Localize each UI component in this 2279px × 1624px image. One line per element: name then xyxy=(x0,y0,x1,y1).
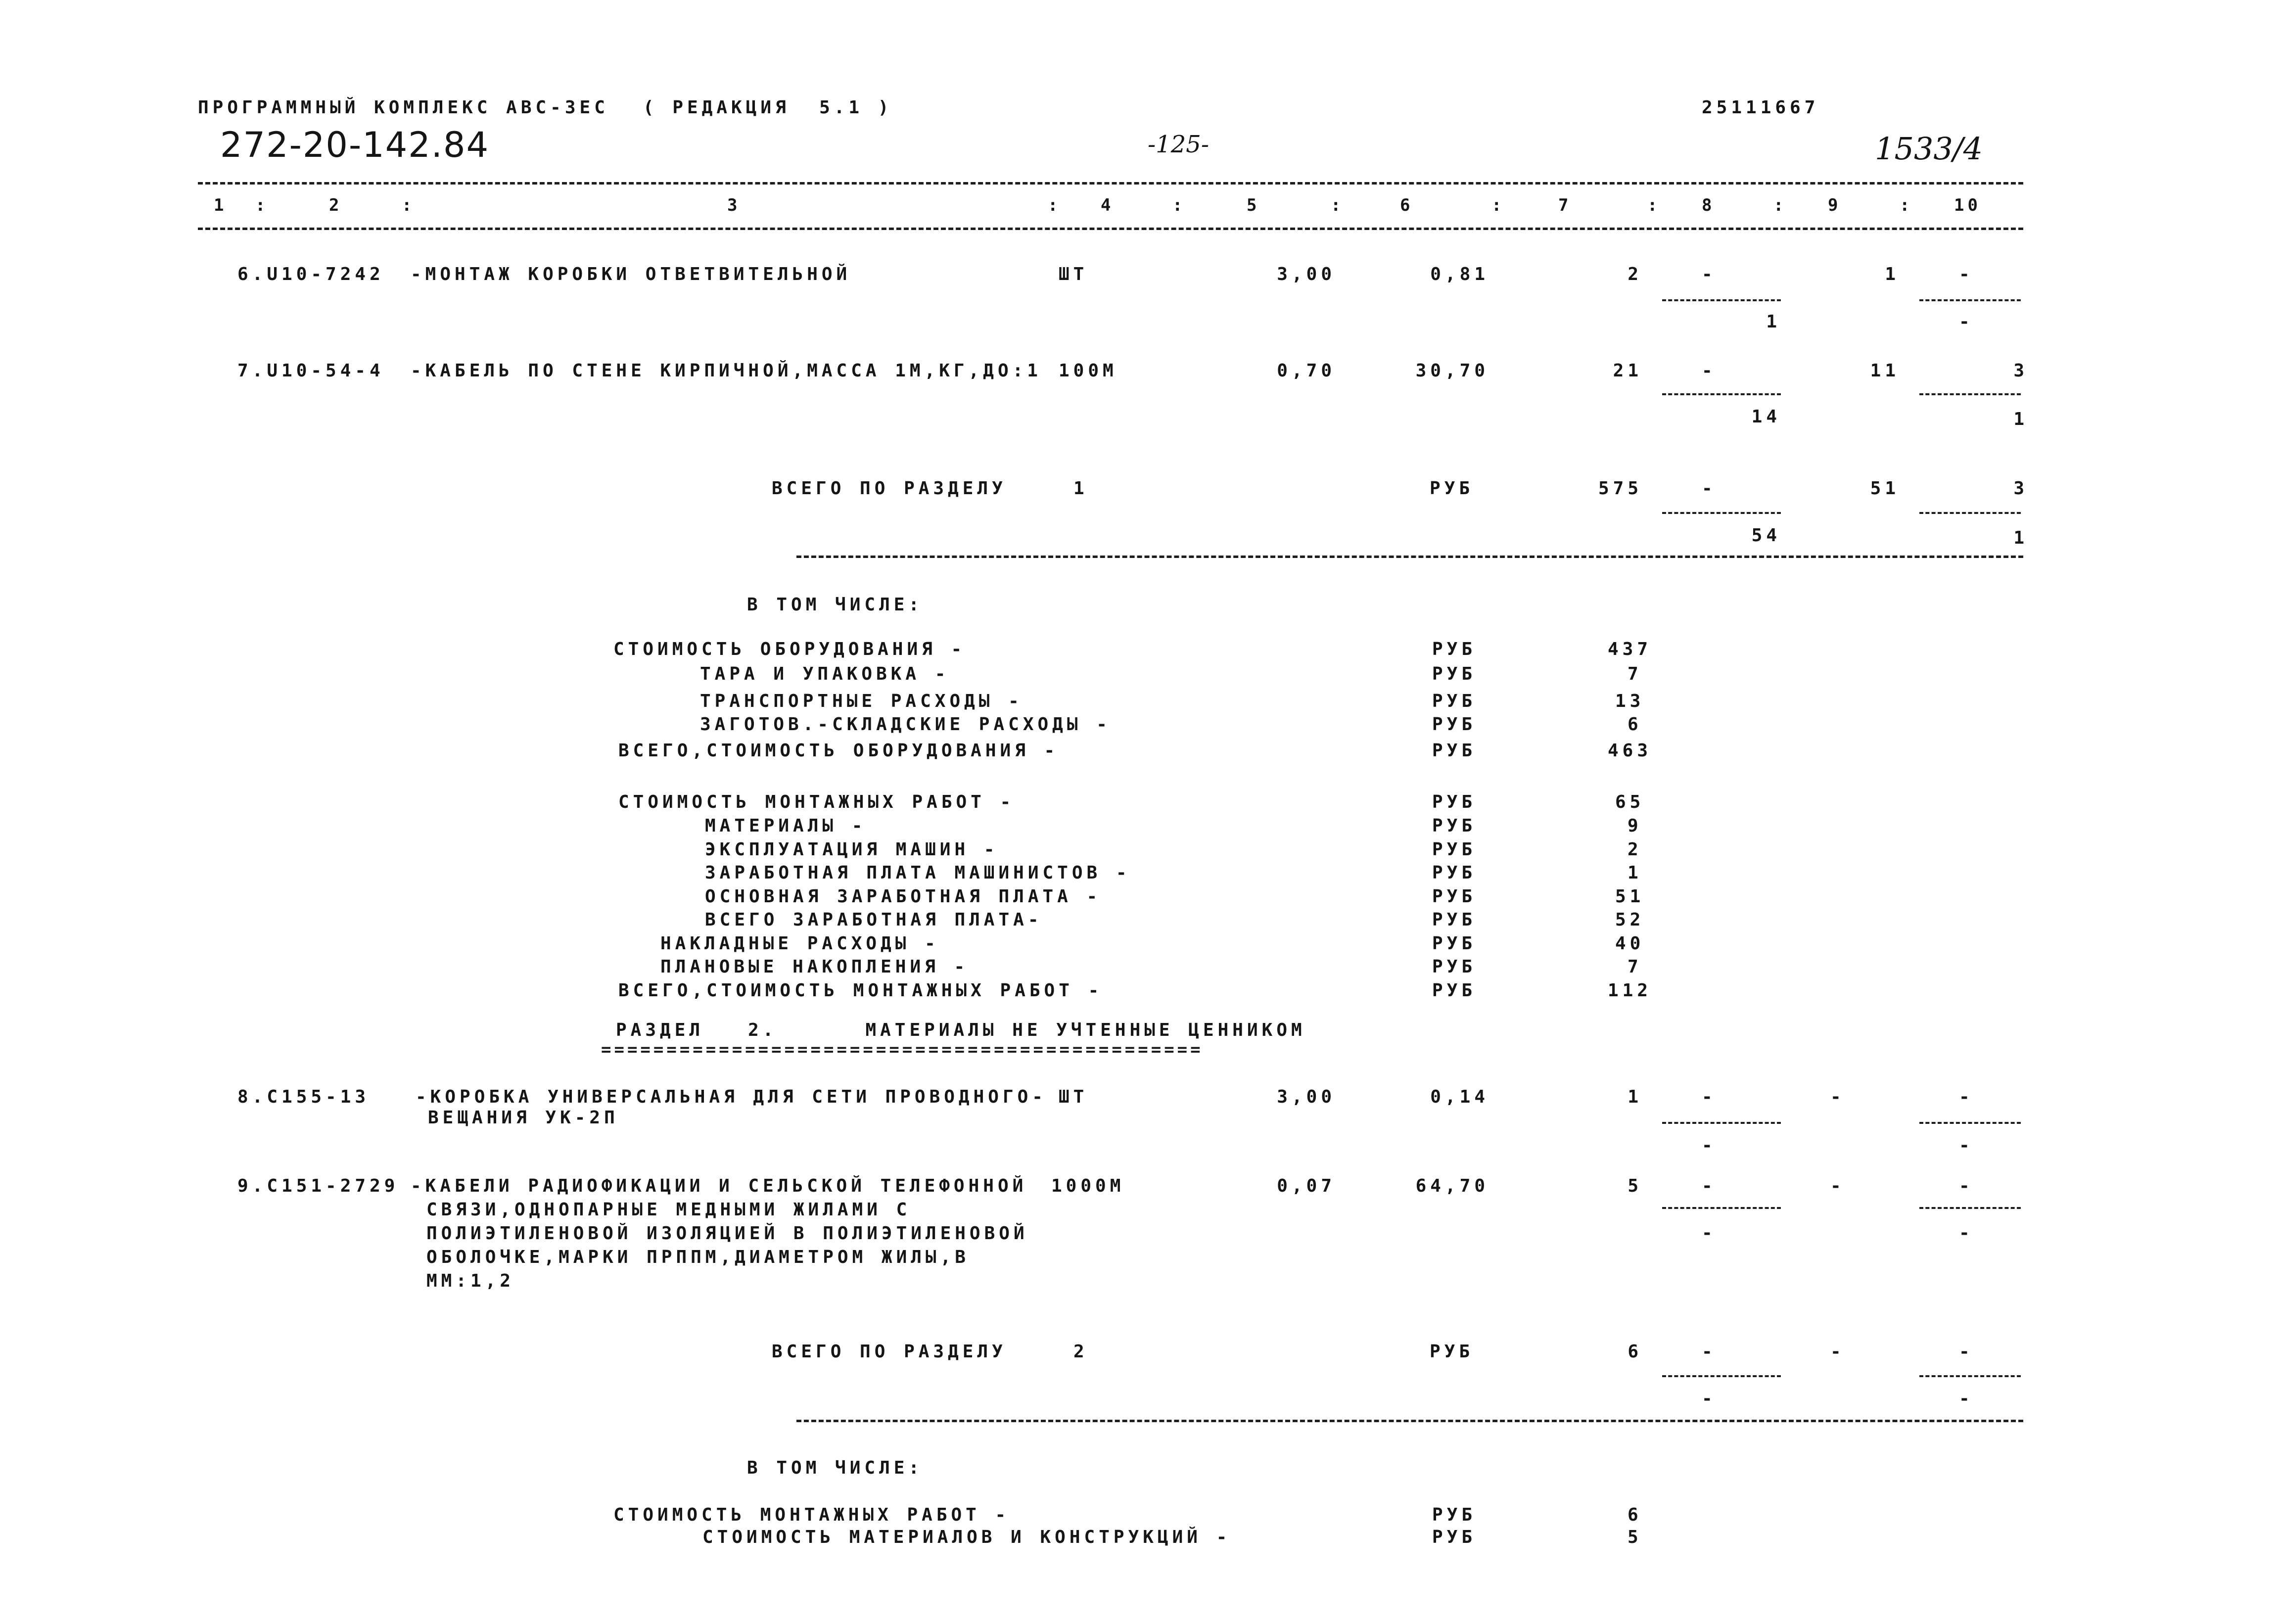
col-6: 6 xyxy=(1400,195,1414,215)
total-c10-top: - xyxy=(1959,1342,1974,1362)
s2-item-label-1: СТОИМОСТЬ МАТЕРИАЛОВ И КОНСТРУКЦИЙ - xyxy=(702,1527,1231,1547)
col-2: 2 xyxy=(329,195,343,215)
total-c10-top: 3 xyxy=(2013,478,2028,499)
row-c10-bottom: - xyxy=(1959,1223,1974,1243)
row-qty: 3,00 xyxy=(1277,1087,1336,1107)
page: ПРОГРАММНЫЙ КОМПЛЕКС АВС-3ЕС ( РЕДАКЦИЯ 5.1 ) 25111667 272-20-142.84 -125- 1533/4 1 : 2 : 3 : 4 : 5 : 6 : 7 : 8 : 9 : 10 6.U10-7242 -МОНТАЖ КОРОБКИ ОТВЕТВИТЕЛЬНОЙ ШТ 3,00 0,81 2 - 1 1 - - 7.U10-54-4 -КАБЕЛЬ ПО СТЕНЕ КИРПИЧНОЙ,МАССА 1М,КГ,ДО:1 100М 0,70 30,70 21 - 14 11 3 1 ВСЕГО ПО РАЗДЕЛУ 1 РУБ 575 - 54 51 3 1 В ТОМ ЧИСЛЕ: СТОИМОСТЬ ОБОРУДОВАНИЯ - ТАРА И УПАКОВКА - ТРАНСПОРТНЫЕ РАСХОДЫ - ЗАГОТОВ.-СКЛАДСКИЕ РАСХОДЫ - ВСЕГО,СТОИМОСТЬ ОБОРУДОВАНИЯ - РУБ РУБ РУБ РУБ РУБ 437 7 13 6 463 СТОИМОСТЬ МОНТАЖНЫХ РАБОТ - МАТЕРИАЛЫ - ЭКСПЛУАТАЦИЯ МАШИН - ЗАРАБОТНАЯ ПЛАТА МАШИНИСТОВ - ОСНОВНАЯ ЗАРАБОТНАЯ ПЛАТА - ВСЕГО ЗАРАБОТНАЯ ПЛАТА- НАКЛАДНЫЕ РАСХОДЫ - ПЛАНОВЫЕ НАКОПЛЕНИЯ - ВСЕГО,СТОИМОСТЬ МОНТАЖНЫХ РАБОТ - РУБ РУБ РУБ РУБ РУБ РУБ РУБ РУБ РУБ 65 9 2 1 51 52 40 7 112 РАЗДЕЛ 2. МАТЕРИАЛЫ НЕ УЧТЕННЫЕ ЦЕННИКОМ ============================================== 8.С155-13 -КОРОБКА УНИВЕРСАЛЬНАЯ ДЛЯ СЕТИ ПРОВОДНОГО- ВЕЩАНИЯ УК-2П ШТ 3,00 0,14 1 - - - - - 9.С151-2729 -КАБЕЛИ РАДИОФИКАЦИИ И СЕЛЬСКОЙ ТЕЛЕФОННОЙ СВЯЗИ,ОДНОПАРНЫЕ МЕДНЫМИ ЖИЛАМИ С ПОЛИЭТИЛЕНОВОЙ ИЗОЛЯЦИЕЙ В ПОЛИЭТИЛЕНОВОЙ ОБОЛОЧКЕ,МАРКИ ПРППМ,ДИАМЕТРОМ ЖИЛЫ,В ММ:1,2 1000М 0,07 64,70 5 - - - - - ВСЕГО ПО РАЗДЕЛУ 2 РУБ 6 - - - - - В ТОМ ЧИСЛЕ: СТОИМОСТЬ МОНТАЖНЫХ РАБОТ - СТОИМОСТЬ МАТЕРИАЛОВ И КОНСТРУКЦИЙ - РУБ РУБ 6 5 xyxy=(198,97,2028,1547)
equip-unit-2: РУБ xyxy=(1432,691,1477,711)
row-total: 1 xyxy=(1628,1087,1642,1107)
install-value-1: 9 xyxy=(1628,816,1642,836)
row-name: -КАБЕЛЬ ПО СТЕНЕ КИРПИЧНОЙ,МАССА 1М,КГ,ДО:1 xyxy=(411,361,1042,381)
install-value-6: 40 xyxy=(1615,933,1645,954)
row-unit: 100М xyxy=(1059,361,1117,381)
row-unit: ШТ xyxy=(1059,264,1088,284)
page-number: -125- xyxy=(1148,131,1209,158)
row-price: 30,70 xyxy=(1415,361,1489,381)
row-c8-bottom: 14 xyxy=(1751,407,1781,427)
row-c8-bottom: - xyxy=(1702,1223,1717,1243)
equip-label-2: ТРАНСПОРТНЫЕ РАСХОДЫ - xyxy=(700,691,1023,711)
install-value-4: 51 xyxy=(1615,886,1645,907)
total-c8-top: - xyxy=(1702,478,1717,499)
total-c8-bottom: 54 xyxy=(1751,525,1781,546)
row-c9: - xyxy=(1830,1087,1845,1107)
install-label-1: МАТЕРИАЛЫ - xyxy=(705,816,867,836)
equip-unit-4: РУБ xyxy=(1432,741,1477,761)
s2-item-unit-0: РУБ xyxy=(1432,1505,1477,1525)
install-label-4: ОСНОВНАЯ ЗАРАБОТНАЯ ПЛАТА - xyxy=(705,886,1102,907)
header-bottom-rule xyxy=(198,228,2023,230)
section2-title: РАЗДЕЛ 2. МАТЕРИАЛЫ НЕ УЧТЕННЫЕ ЦЕННИКОМ xyxy=(616,1020,1306,1040)
row-total: 5 xyxy=(1628,1176,1642,1196)
col-8: 8 xyxy=(1702,195,1716,215)
col-10: 10 xyxy=(1954,195,1981,215)
row-qty: 0,07 xyxy=(1277,1176,1336,1196)
row-total: 21 xyxy=(1613,361,1642,381)
row-c9: 11 xyxy=(1870,361,1900,381)
install-value-8: 112 xyxy=(1608,980,1652,1001)
install-value-5: 52 xyxy=(1615,910,1645,930)
s2-item-unit-1: РУБ xyxy=(1432,1527,1477,1547)
install-value-7: 7 xyxy=(1628,957,1642,977)
install-value-0: 65 xyxy=(1615,792,1645,812)
equip-value-0: 437 xyxy=(1608,639,1652,659)
install-unit-4: РУБ xyxy=(1432,886,1477,907)
total-c9: - xyxy=(1830,1342,1845,1362)
row-c8-bottom: 1 xyxy=(1766,312,1781,332)
install-unit-2: РУБ xyxy=(1432,839,1477,860)
row-code: 9.С151-2729 xyxy=(237,1176,399,1196)
row-code: 7.U10-54-4 xyxy=(237,361,384,381)
total-c8-top: - xyxy=(1702,1342,1717,1362)
row-code: 6.U10-7242 xyxy=(237,264,384,284)
row-unit: 1000М xyxy=(1051,1176,1125,1196)
s2-item-value-1: 5 xyxy=(1628,1527,1642,1547)
col-4: 4 xyxy=(1101,195,1115,215)
row-qty: 0,70 xyxy=(1277,361,1336,381)
total-c9: 51 xyxy=(1870,478,1900,499)
row-price: 0,81 xyxy=(1430,264,1489,284)
row-qty: 3,00 xyxy=(1277,264,1336,284)
row-unit: ШТ xyxy=(1059,1087,1088,1107)
install-label-6: НАКЛАДНЫЕ РАСХОДЫ - xyxy=(660,933,939,954)
total-unit: РУБ xyxy=(1430,478,1474,499)
row-name: -МОНТАЖ КОРОБКИ ОТВЕТВИТЕЛЬНОЙ xyxy=(411,264,851,284)
row-name: -КАБЕЛИ РАДИОФИКАЦИИ И СЕЛЬСКОЙ ТЕЛЕФОННОЙ СВЯЗИ,ОДНОПАРНЫЕ МЕДНЫМИ ЖИЛАМИ С ПОЛИЭТИЛЕНОВОЙ ИЗОЛЯЦИЕЙ В ПОЛИЭТИЛЕНОВОЙ ОБОЛОЧКЕ,МАРКИ ПРППМ,ДИАМЕТРОМ ЖИЛЫ,В ММ:1,2 xyxy=(411,1176,1028,1291)
header-top-rule xyxy=(198,182,2023,185)
row-name: -КОРОБКА УНИВЕРСАЛЬНАЯ ДЛЯ СЕТИ ПРОВОДНОГО- ВЕЩАНИЯ УК-2П xyxy=(416,1087,1047,1128)
total-c8-bottom: - xyxy=(1702,1389,1717,1409)
install-value-2: 2 xyxy=(1628,839,1642,860)
s2-item-label-0: СТОИМОСТЬ МОНТАЖНЫХ РАБОТ - xyxy=(613,1505,1010,1525)
equip-value-1: 7 xyxy=(1628,664,1642,684)
section1-including-label: В ТОМ ЧИСЛЕ: xyxy=(747,595,924,615)
install-unit-6: РУБ xyxy=(1432,933,1477,954)
install-label-7: ПЛАНОВЫЕ НАКОПЛЕНИЯ - xyxy=(660,957,969,977)
total-label: ВСЕГО ПО РАЗДЕЛУ xyxy=(772,478,1007,499)
equip-unit-3: РУБ xyxy=(1432,714,1477,735)
install-unit-3: РУБ xyxy=(1432,863,1477,883)
install-unit-5: РУБ xyxy=(1432,910,1477,930)
section2-including-label: В ТОМ ЧИСЛЕ: xyxy=(747,1458,924,1478)
install-unit-0: РУБ xyxy=(1432,792,1477,812)
row-code: 8.С155-13 xyxy=(237,1087,370,1107)
row-c8-top: - xyxy=(1702,1087,1717,1107)
row-c8-bottom: - xyxy=(1702,1135,1717,1156)
row-c9: 1 xyxy=(1885,264,1900,284)
row-c10-bottom: 1 xyxy=(2013,409,2028,429)
col-9: 9 xyxy=(1828,195,1842,215)
equip-value-2: 13 xyxy=(1615,691,1645,711)
install-unit-1: РУБ xyxy=(1432,816,1477,836)
equip-label-3: ЗАГОТОВ.-СКЛАДСКИЕ РАСХОДЫ - xyxy=(700,714,1111,735)
total-value: 575 xyxy=(1598,478,1642,499)
total-section-number: 2 xyxy=(1073,1342,1088,1362)
equip-label-1: ТАРА И УПАКОВКА - xyxy=(700,664,950,684)
section2-rule xyxy=(796,1420,2023,1422)
edition-label: ( РЕДАКЦИЯ 5.1 ) xyxy=(643,97,893,118)
row-c10-top: 3 xyxy=(2013,361,2028,381)
row-c8-top: - xyxy=(1702,361,1717,381)
row-c8-top: - xyxy=(1702,264,1717,284)
equip-unit-0: РУБ xyxy=(1432,639,1477,659)
install-label-0: СТОИМОСТЬ МОНТАЖНЫХ РАБОТ - xyxy=(618,792,1015,812)
total-c10-bottom: - xyxy=(1959,1389,1974,1409)
row-price: 0,14 xyxy=(1430,1087,1489,1107)
total-c10-bottom: 1 xyxy=(2013,528,2028,548)
section2-title-underline: ============================================== xyxy=(601,1040,1204,1060)
equip-value-3: 6 xyxy=(1628,714,1642,735)
document-number: 272-20-142.84 xyxy=(220,125,490,165)
install-label-8: ВСЕГО,СТОИМОСТЬ МОНТАЖНЫХ РАБОТ - xyxy=(618,980,1103,1001)
section1-rule xyxy=(796,556,2023,558)
equip-label-4: ВСЕГО,СТОИМОСТЬ ОБОРУДОВАНИЯ - xyxy=(618,741,1059,761)
install-value-3: 1 xyxy=(1628,863,1642,883)
row-c10-bottom: - xyxy=(1959,1135,1974,1156)
total-label: ВСЕГО ПО РАЗДЕЛУ xyxy=(772,1342,1007,1362)
equip-label-0: СТОИМОСТЬ ОБОРУДОВАНИЯ - xyxy=(613,639,966,659)
s2-item-value-0: 6 xyxy=(1628,1505,1642,1525)
row-c8-top: - xyxy=(1702,1176,1717,1196)
equip-unit-1: РУБ xyxy=(1432,664,1477,684)
col-5: 5 xyxy=(1247,195,1260,215)
row-c10-bottom: - xyxy=(1959,312,1974,332)
install-label-2: ЭКСПЛУАТАЦИЯ МАШИН - xyxy=(705,839,999,860)
total-section-number: 1 xyxy=(1073,478,1088,499)
program-title: ПРОГРАММНЫЙ КОМПЛЕКС АВС-3ЕС xyxy=(198,97,609,118)
row-c10-top: - xyxy=(1959,264,1974,284)
total-unit: РУБ xyxy=(1430,1342,1474,1362)
install-label-5: ВСЕГО ЗАРАБОТНАЯ ПЛАТА- xyxy=(705,910,1043,930)
install-unit-7: РУБ xyxy=(1432,957,1477,977)
install-unit-8: РУБ xyxy=(1432,980,1477,1001)
sheet-number: 1533/4 xyxy=(1875,131,1983,167)
equip-value-4: 463 xyxy=(1608,741,1652,761)
row-c10-top: - xyxy=(1959,1176,1974,1196)
row-c10-top: - xyxy=(1959,1087,1974,1107)
document-code: 25111667 xyxy=(1702,97,1819,118)
install-label-3: ЗАРАБОТНАЯ ПЛАТА МАШИНИСТОВ - xyxy=(705,863,1131,883)
total-value: 6 xyxy=(1628,1342,1642,1362)
col-3: 3 xyxy=(727,195,741,215)
col-7: 7 xyxy=(1558,195,1572,215)
row-price: 64,70 xyxy=(1415,1176,1489,1196)
col-1: 1 xyxy=(214,195,228,215)
row-c9: - xyxy=(1830,1176,1845,1196)
row-total: 2 xyxy=(1628,264,1642,284)
